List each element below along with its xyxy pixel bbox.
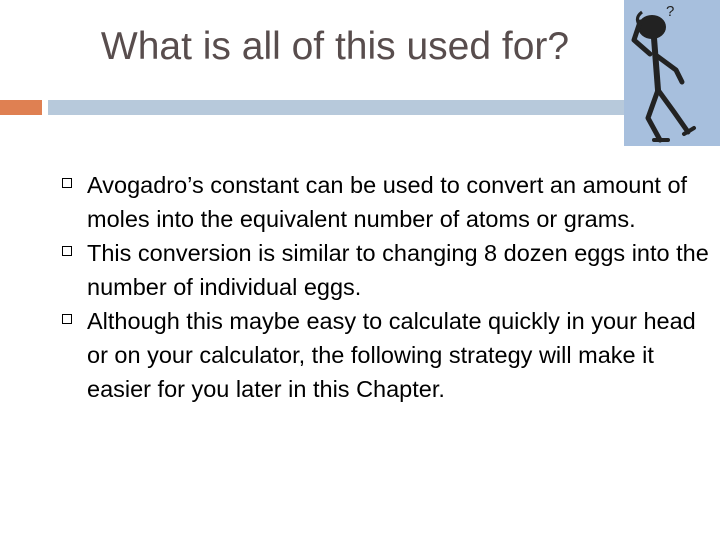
bullet-item [62, 168, 712, 236]
bullet-text: Avogadro’s constant can be used to convert an amount of moles into the equivalent number of atoms or grams. [87, 172, 688, 232]
bullet-list [62, 168, 712, 406]
title-accent-bar [0, 100, 42, 115]
square-bullet-icon [62, 178, 72, 188]
title-rule-bar [48, 100, 720, 115]
bullet-item [62, 236, 712, 304]
bullet-text: This conversion is similar to changing 8 dozen eggs into the number of individual eggs. [87, 240, 709, 300]
svg-text:?: ? [666, 3, 675, 20]
thinking-stick-figure-icon [624, 0, 720, 146]
bullet-item [62, 304, 712, 406]
square-bullet-icon [62, 246, 72, 256]
bullet-text: Although this maybe easy to calculate quickly in your head or on your calculator, the following strategy will make it easier for you later in this Chapter. [87, 308, 696, 402]
slide-title: What is all of this used for? [100, 25, 570, 68]
square-bullet-icon [62, 314, 72, 324]
